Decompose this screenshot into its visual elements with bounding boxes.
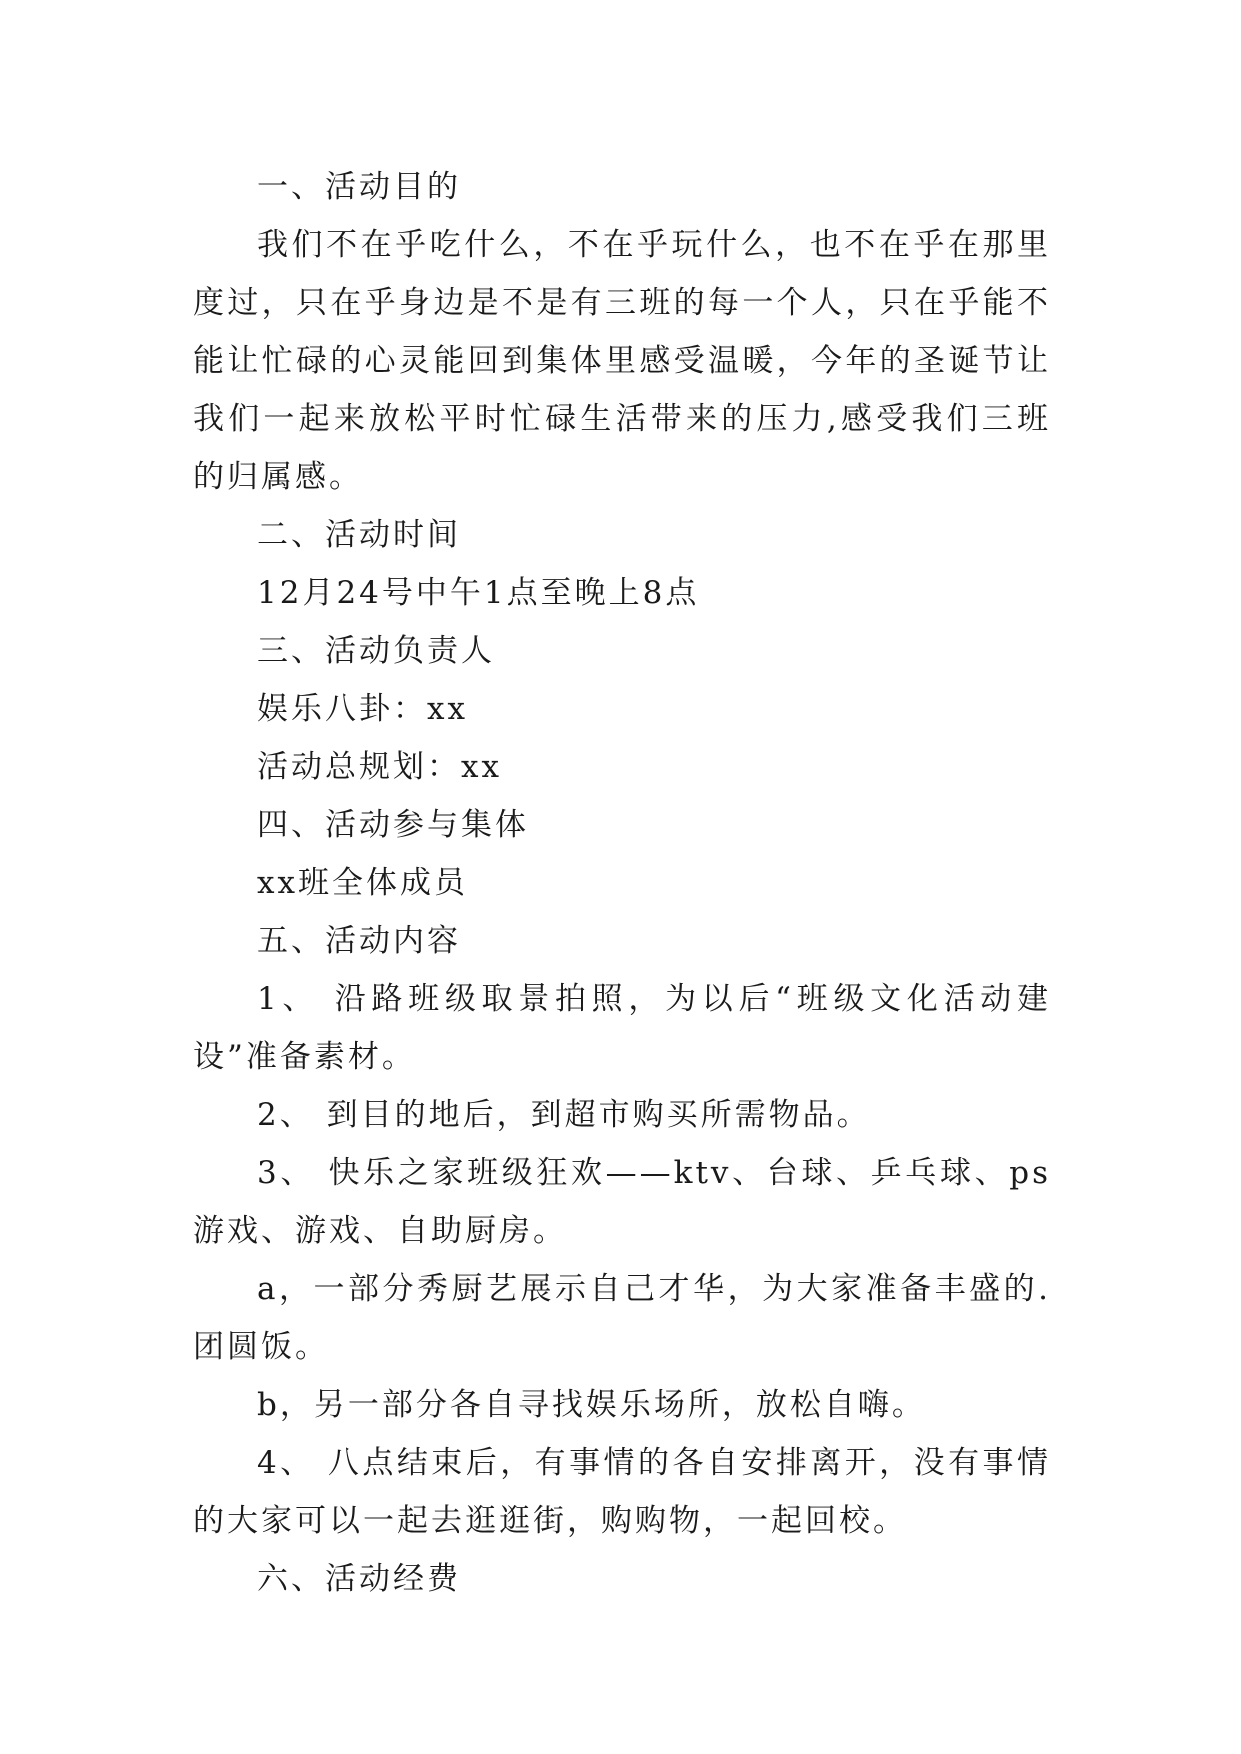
- heading-purpose: 一、活动目的: [257, 169, 461, 205]
- paragraph-participants: xx班全体成员: [257, 865, 468, 901]
- content-item-4: 4、 八点结束后，有事情的各自安排离开，没有事情的大家可以一起去逛逛街，购购物，一起回校。: [193, 1445, 1051, 1539]
- document-body: [193, 158, 1051, 1608]
- heading-time: 二、活动时间: [257, 517, 461, 553]
- heading-budget: 六、活动经费: [257, 1561, 461, 1597]
- heading-participants: 四、活动参与集体: [257, 807, 529, 843]
- content-item-3b: b，另一部分各自寻找娱乐场所，放松自嗨。: [257, 1387, 926, 1423]
- content-item-2: 2、 到目的地后，到超市购买所需物品。: [257, 1097, 871, 1133]
- organizer-planning: 活动总规划：xx: [257, 749, 502, 785]
- heading-content: 五、活动内容: [257, 923, 461, 959]
- organizer-entertainment: 娱乐八卦：xx: [257, 691, 468, 727]
- content-item-1: 1、 沿路班级取景拍照，为以后“班级文化活动建设”准备素材。: [193, 981, 1051, 1075]
- paragraph-purpose: 我们不在乎吃什么，不在乎玩什么，也不在乎在那里度过，只在乎身边是不是有三班的每一个人，只在乎能不能让忙碌的心灵能回到集体里感受温暖，今年的圣诞节让我们一起来放松平时忙碌生活带来的压力,感受我们三班的归属感。: [193, 227, 1051, 495]
- content-item-3: 3、 快乐之家班级狂欢——ktv、台球、乒乓球、ps游戏、游戏、自助厨房。: [193, 1155, 1051, 1249]
- content-item-3a: a，一部分秀厨艺展示自己才华，为大家准备丰盛的.团圆饭。: [193, 1271, 1051, 1365]
- heading-organizer: 三、活动负责人: [257, 633, 495, 669]
- paragraph-time: 12月24号中午1点至晚上8点: [257, 575, 700, 611]
